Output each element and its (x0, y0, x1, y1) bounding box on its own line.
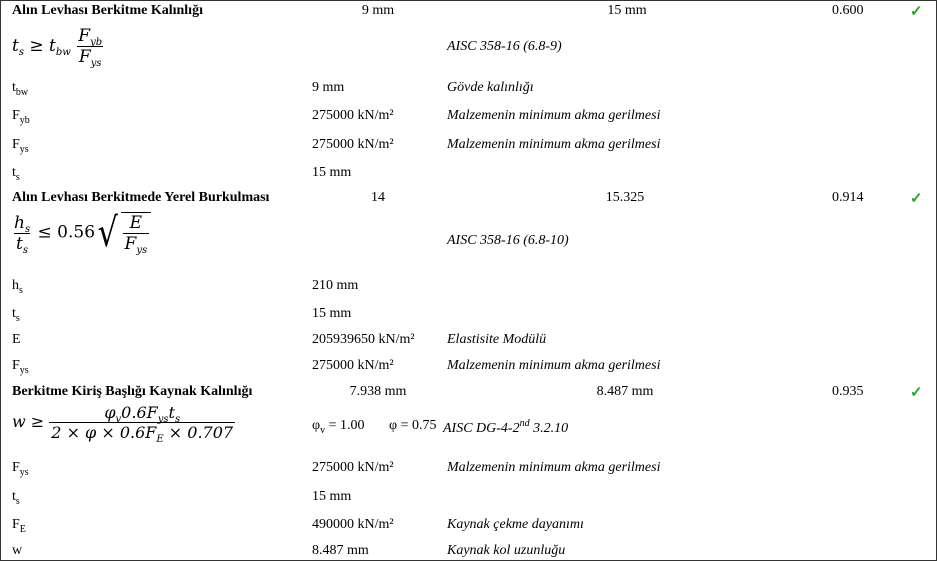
param-desc: Malzemenin minimum akma gerilmesi (447, 137, 661, 152)
param-value: 275000 kN/m² (312, 108, 394, 123)
section1-title: Alın Levhası Berkitme Kalınlığı (12, 3, 203, 18)
section1-provided: 15 mm (607, 3, 647, 18)
param-value: 275000 kN/m² (312, 137, 394, 152)
param-desc: Gövde kalınlığı (447, 80, 534, 95)
section2-reference: AISC 358-16 (6.8-10) (447, 233, 569, 248)
section3-required: 7.938 mm (349, 384, 407, 399)
section2-check-icon: ✓ (910, 191, 923, 207)
section1-ratio: 0.600 (832, 3, 864, 18)
param-sym: $t_{bw}$ (12, 80, 29, 98)
section3-check-icon: ✓ (910, 385, 923, 401)
param-value: 490000 kN/m² (312, 517, 394, 532)
param-sym: w (12, 543, 23, 558)
param-sym: E (12, 332, 21, 347)
section3-provided: 8.487 mm (596, 384, 654, 399)
param-desc: Malzemenin minimum akma gerilmesi (447, 358, 661, 373)
param-desc: Kaynak çekme dayanımı (447, 517, 584, 532)
param-sym: $F_{yb}$ (12, 108, 30, 126)
param-sym: $t_s$ (12, 165, 20, 183)
section1-check-icon: ✓ (910, 4, 923, 20)
phi-v-value: $\varphi_v = 1.00$ (312, 418, 365, 436)
param-sym: $t_s$ (12, 489, 20, 507)
param-desc: Kaynak kol uzunluğu (447, 543, 566, 558)
param-value: 15 mm (312, 306, 352, 321)
section3-formula: w ≥ $\frac{\varphi_v0.6F_{ys}t_s}{2 \times \varphi \times 0.6F_E \times 0.707}$ (12, 403, 234, 445)
section2-required: 14 (371, 190, 385, 205)
phi-value: φ = 0.75 (389, 418, 437, 433)
section1-formula: $t_s \ge t_{bw}$ $\frac{F_{yb}}{F_{ys}}$ (12, 26, 103, 69)
param-sym: $h_s$ (12, 278, 23, 296)
param-value: 275000 kN/m² (312, 358, 394, 373)
section3-ratio: 0.935 (832, 384, 864, 399)
section1-reference: AISC 358-16 (6.8-9) (447, 39, 562, 54)
param-value: 8.487 mm (312, 543, 369, 558)
param-value: 275000 kN/m² (312, 460, 394, 475)
section2-ratio: 0.914 (832, 190, 864, 205)
section2-provided: 15.325 (605, 190, 645, 205)
section3-reference: AISC DG-4-2nd 3.2.10 (443, 418, 569, 436)
param-sym: $F_{ys}$ (12, 460, 29, 478)
param-sym: $F_{ys}$ (12, 137, 29, 155)
param-value: 15 mm (312, 165, 352, 180)
param-value: 9 mm (312, 80, 345, 95)
param-desc: Elastisite Modülü (447, 332, 547, 347)
section2-formula: $\frac{h_s}{t_s}$ ≤ 0.56 √ $\frac{E}{F_{ys}}$ (12, 212, 151, 254)
section1-required: 9 mm (361, 3, 395, 18)
param-value: 15 mm (312, 489, 352, 504)
param-sym: $F_E$ (12, 517, 26, 535)
param-value: 205939650 kN/m² (312, 332, 415, 347)
param-sym: $t_s$ (12, 306, 20, 324)
param-desc: Malzemenin minimum akma gerilmesi (447, 460, 661, 475)
param-value: 210 mm (312, 278, 359, 293)
section2-title: Alın Levhası Berkitmede Yerel Burkulması (12, 190, 270, 205)
section3-title: Berkitme Kiriş Başlığı Kaynak Kalınlığı (12, 384, 253, 399)
param-desc: Malzemenin minimum akma gerilmesi (447, 108, 661, 123)
param-sym: $F_{ys}$ (12, 358, 29, 376)
